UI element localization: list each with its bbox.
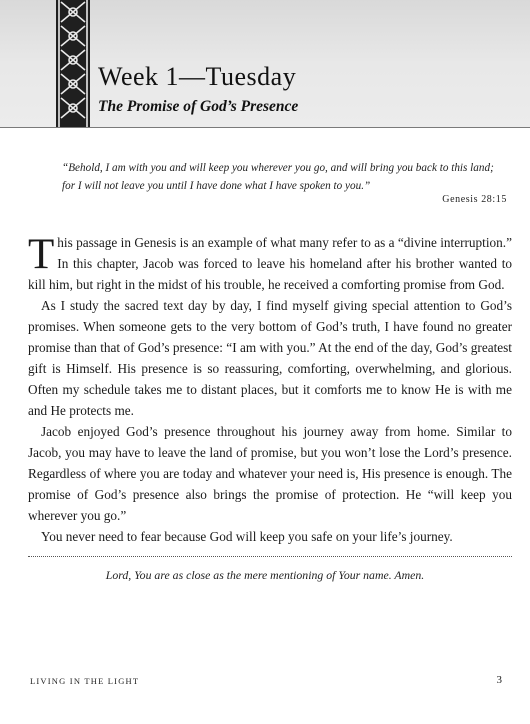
body-paragraph: As I study the sacred text day by day, I find myself giving special attention to God’s promises. When someone gets to the very bottom of God’s truth, I have found no greater promise than that of God’s presence: “I am with you.” At the end of the day, God’s greatest gift is Himself. His presence is so reassuring, comforting, overwhelming, and glorious. Often my schedule takes me to distant places, but it comforts me to know He is with me and He protects me. xyxy=(28,298,512,418)
page-title: Week 1—Tuesday xyxy=(98,62,297,91)
scripture-quote xyxy=(62,160,508,195)
page-number: 3 xyxy=(496,674,502,686)
body-paragraph-text: his passage in Genesis is an example of what many refer to as a “divine interruption.” In this chapter, Jacob was forced to leave his homeland after his brother wanted to kill him, but right in the midst of his trouble, he received a comforting promise from God. xyxy=(28,235,512,292)
closing-prayer: Lord, You are as close as the mere mentioning of Your name. Amen. xyxy=(105,568,425,582)
page-subtitle: The Promise of God’s Presence xyxy=(98,98,299,115)
celtic-knot-ornament xyxy=(56,0,90,128)
dotted-divider xyxy=(28,556,512,557)
drop-cap: T xyxy=(28,231,55,278)
running-footer-title: LIVING IN THE LIGHT xyxy=(30,676,140,686)
scripture-text: “Behold, I am with you and will keep you wherever you go, and will bring you back to this land; for I will not leave you until I have done what I have spoken to you.” xyxy=(62,162,494,192)
body-paragraph: Jacob enjoyed God’s presence throughout his journey away from home. Similar to Jacob, you may have to leave the land of promise, but you won’t lose the Lord’s presence. Regardless of where you are today and whatever your need is, His presence is enough. The promise of God’s presence also brings the promise of protection. He “will keep you wherever you go.” xyxy=(28,424,512,523)
body-paragraph xyxy=(28,232,512,295)
body-paragraph: You never need to fear because God will keep you safe on your life’s journey. xyxy=(41,529,453,544)
devotional-body xyxy=(28,232,512,547)
header-band xyxy=(0,0,530,128)
scripture-citation: Genesis 28:15 xyxy=(442,194,507,205)
